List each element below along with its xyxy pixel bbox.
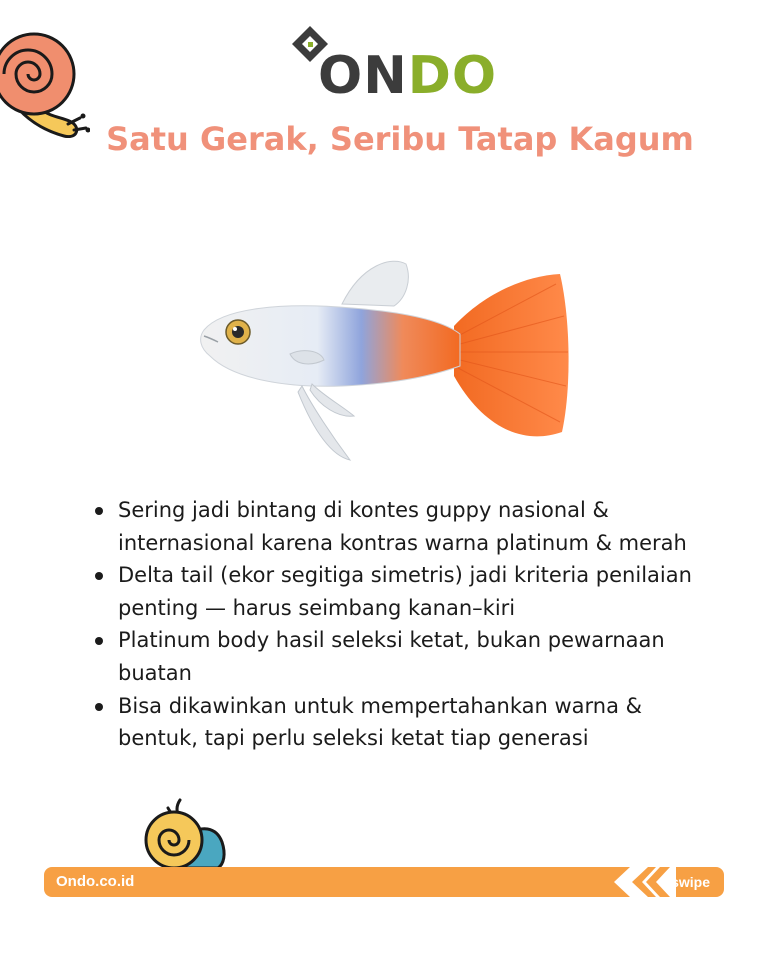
guppy-fish-illustration [192,256,572,466]
site-url-label: Ondo.co.id [56,873,135,890]
page-title: Satu Gerak, Seribu Tatap Kagum [106,120,694,158]
fact-item: Sering jadi bintang di kontes guppy nasional & internasional karena kontras warna platinum & merah [92,494,712,559]
fact-item: Platinum body hasil seleksi ketat, bukan pewarnaan buatan [92,624,712,689]
logo-text-on: ON [318,46,408,106]
fact-item: Delta tail (ekor segitiga simetris) jadi kriteria penilaian penting — harus seimbang kanan–kiri [92,559,712,624]
snail-icon [0,18,90,138]
fact-item: Bisa dikawinkan untuk mempertahankan warna & bentuk, tapi perlu seleksi ketat tiap generasi [92,690,712,755]
fact-list [92,494,712,755]
chevron-left-icon [604,867,676,897]
snail-icon [140,796,230,870]
ondo-logo [288,22,498,106]
logo-wordmark [318,46,498,106]
footer-bar [44,867,724,897]
swipe-button[interactable]: swipe [671,874,710,890]
logo-text-do: DO [407,46,498,106]
